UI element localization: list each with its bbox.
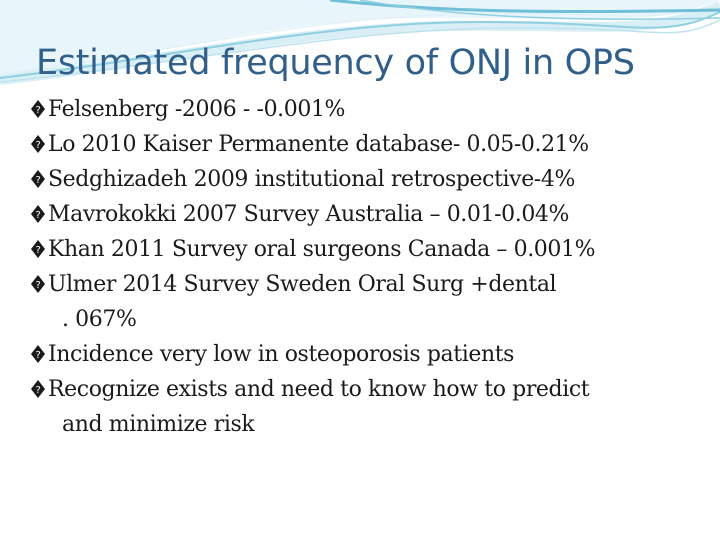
bullet-text: Incidence very low in osteoporosis patients	[48, 342, 515, 367]
bullet-text: Mavrokokki 2007 Survey Australia – 0.01-0.04%	[48, 202, 570, 227]
bullet-item	[30, 372, 700, 442]
svg-text:?: ?	[35, 210, 41, 221]
missing-glyph-icon	[30, 169, 46, 189]
bullet-item	[30, 162, 700, 197]
svg-text:?: ?	[35, 280, 41, 291]
slide-title: Estimated frequency of ONJ in OPS	[36, 43, 635, 83]
missing-glyph-icon	[30, 99, 46, 119]
missing-glyph-icon	[30, 344, 46, 364]
bullet-item	[30, 337, 700, 372]
bullet-text: Khan 2011 Survey oral surgeons Canada – 0.001%	[48, 237, 596, 262]
missing-glyph-icon	[30, 379, 46, 399]
bullet-text: Felsenberg -2006 - -0.001%	[48, 97, 346, 122]
svg-text:?: ?	[35, 385, 41, 396]
missing-glyph-icon	[30, 204, 46, 224]
bullet-continuation: and minimize risk	[62, 412, 255, 437]
bullet-text: Recognize exists and need to know how to predict	[48, 377, 590, 402]
bullet-text: Sedghizadeh 2009 institutional retrospective-4%	[48, 167, 575, 192]
svg-text:?: ?	[35, 175, 41, 186]
bullet-item	[30, 92, 700, 127]
missing-glyph-icon	[30, 134, 46, 154]
svg-text:?: ?	[35, 245, 41, 256]
missing-glyph-icon	[30, 239, 46, 259]
bullet-item	[30, 267, 700, 337]
bullet-text: Ulmer 2014 Survey Sweden Oral Surg +dental	[48, 272, 557, 297]
bullet-list	[30, 92, 700, 442]
bullet-item	[30, 197, 700, 232]
bullet-item	[30, 127, 700, 162]
bullet-continuation: . 067%	[62, 307, 137, 332]
svg-text:?: ?	[35, 350, 41, 361]
bullet-item	[30, 232, 700, 267]
svg-text:?: ?	[35, 140, 41, 151]
svg-text:?: ?	[35, 105, 41, 116]
bullet-text: Lo 2010 Kaiser Permanente database- 0.05-0.21%	[48, 132, 589, 157]
missing-glyph-icon	[30, 274, 46, 294]
